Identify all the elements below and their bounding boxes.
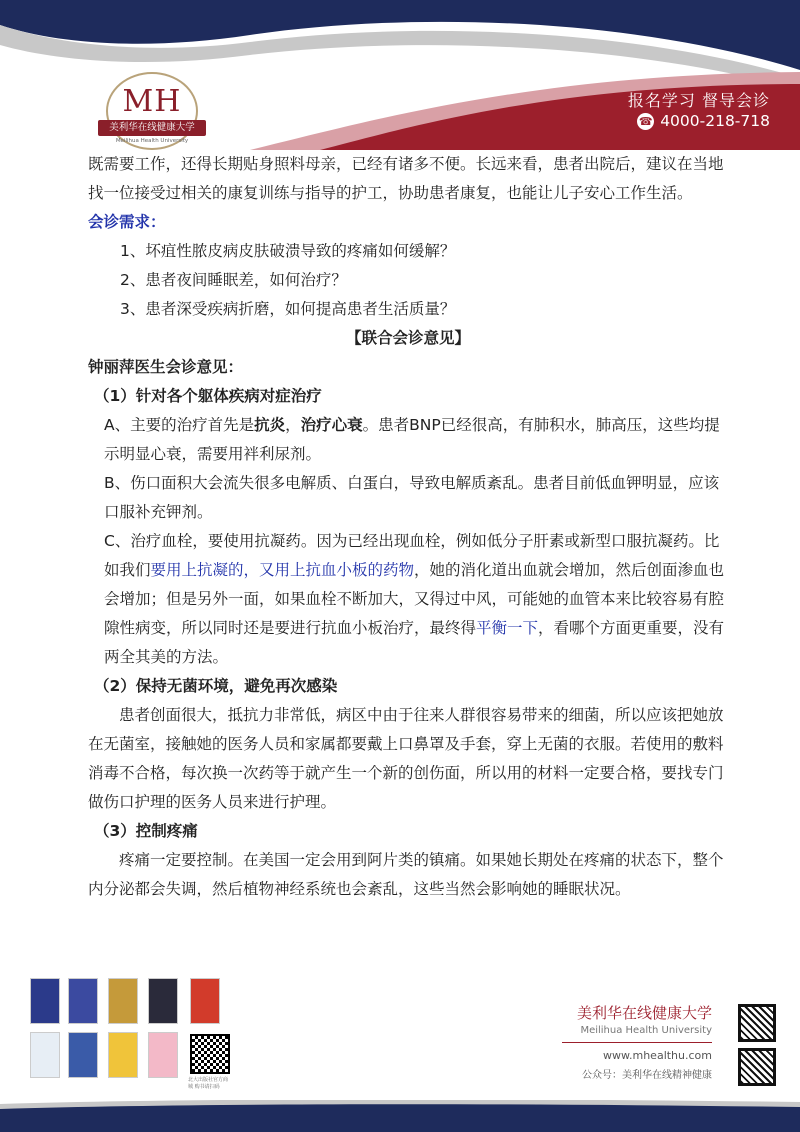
footer-wave-bar: [0, 1100, 800, 1132]
doctor-heading: 钟丽萍医生会诊意见：: [88, 358, 244, 376]
book-cover: [30, 1032, 60, 1078]
consult-need-item: 2、患者夜间睡眠差，如何治疗？: [120, 271, 347, 289]
books-caption: 北大出版社官方商城 购书请扫码: [188, 1077, 229, 1090]
brand-wechat: 公众号：美利华在线精神健康: [582, 1070, 712, 1081]
book-cover: [108, 978, 138, 1024]
bookstore-qr-code[interactable]: [190, 1034, 230, 1074]
book-cover: [68, 1032, 98, 1078]
logo-banner: 美利华在线健康大学: [98, 120, 206, 136]
brand-name-en: Meilihua Health University: [580, 1025, 712, 1036]
document-body: [88, 150, 728, 904]
joint-consultation-title: 【联合会诊意见】: [345, 329, 470, 347]
section3-heading: （3）控制疼痛: [94, 822, 198, 840]
book-cover: [190, 978, 220, 1024]
section1-paragraph-b: B、伤口面积大会流失很多电解质、白蛋白，导致电解质紊乱。患者目前低血钾明显，应该口服补充钾剂。: [104, 474, 720, 521]
book-covers: [30, 978, 230, 1090]
mh-logo: [96, 72, 208, 152]
book-cover: [68, 978, 98, 1024]
website-qr-code[interactable]: [738, 1004, 776, 1042]
logo-mark: MH: [122, 84, 182, 119]
header-phone[interactable]: [637, 112, 770, 130]
book-cover: [148, 1032, 178, 1078]
section2-paragraph: 患者创面很大，抵抗力非常低，病区中由于往来人群很容易带来的细菌，所以应该把她放在无菌室，接触她的医务人员和家属都要戴上口鼻罩及手套，穿上无菌的衣服。若使用的敷料消毒不合格，每次换一次药等于就产生一个新的创伤面，所以用的材料一定要合格，要找专门做伤口护理的医务人员来进行护理。: [88, 706, 724, 811]
section3-paragraph: 疼痛一定要控制。在美国一定会用到阿片类的镇痛。如果她长期处在疼痛的状态下，整个内分泌都会失调，然后植物神经系统也会紊乱，这些当然会影响她的睡眠状况。: [88, 851, 724, 898]
consult-need-item: 1、坏疽性脓皮病皮肤破溃导致的疼痛如何缓解？: [120, 242, 456, 260]
intro-paragraph: 既需要工作，还得长期贴身照料母亲，已经有诸多不便。长远来看，患者出院后，建议在当地找一位接受过相关的康复训练与指导的护工，协助患者康复，也能让儿子安心工作生活。: [88, 155, 724, 202]
brand-name-cn: 美利华在线健康大学: [576, 1004, 712, 1022]
section1-paragraph-c: C、治疗血栓，要使用抗凝药。因为已经出现血栓，例如低分子肝素或新型口服抗凝药。比如我们要用上抗凝的，又用上抗血小板的药物，她的消化道出血就会增加，然后创面渗血也会增加；但是另外一面，如果血栓不断加大，又得过中风，可能她的血管本来比较容易有腔隙性病变，所以同时还是要进行抗血小板治疗，最终得平衡一下，看哪个方面更重要，没有两全其美的方法。: [104, 532, 725, 666]
page-header: [0, 0, 800, 150]
consult-need-item: 3、患者深受疾病折磨，如何提高患者生活质量？: [120, 300, 456, 318]
section1-paragraph-a: A、主要的治疗首先是抗炎，治疗心衰。患者BNP已经很高，有肺积水，肺高压，这些均提示明显心衰，需要用袢利尿剂。: [104, 416, 720, 463]
book-cover: [108, 1032, 138, 1078]
brand-url[interactable]: www.mhealthu.com: [603, 1049, 712, 1062]
logo-subtitle: Meilihua Health University: [115, 138, 189, 144]
phone-icon: ☎: [638, 114, 653, 128]
section1-heading: （1）针对各个躯体疾病对症治疗: [94, 387, 322, 405]
book-cover: [30, 978, 60, 1024]
phone-number: 4000-218-718: [660, 112, 770, 130]
section2-heading: （2）保持无菌环境，避免再次感染: [94, 677, 338, 695]
consult-needs-heading: 会诊需求：: [88, 213, 166, 231]
footer-brand: [562, 1002, 712, 1081]
wechat-qr-code[interactable]: [738, 1048, 776, 1086]
brand-divider: [562, 1042, 712, 1043]
book-cover: [148, 978, 178, 1024]
header-slogan: 报名学习 督导会诊: [627, 91, 770, 110]
